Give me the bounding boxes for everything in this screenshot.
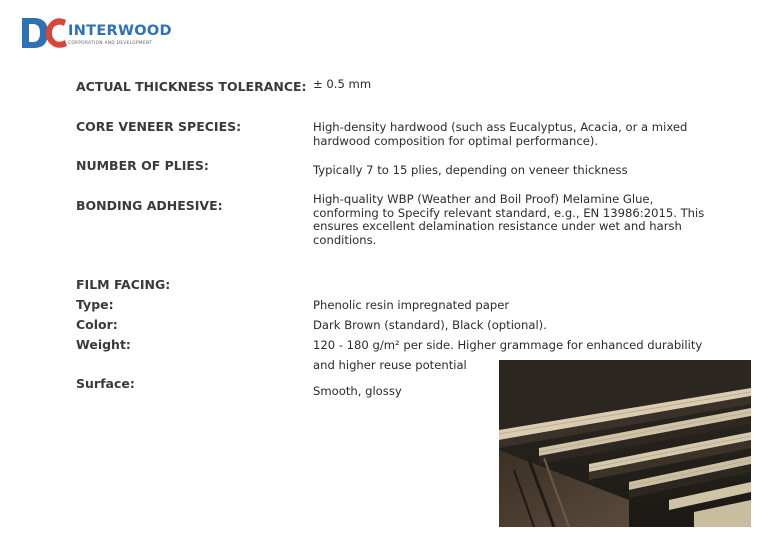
brand-block: [68, 23, 172, 45]
spec-label-thickness-tolerance: ACTUAL THICKNESS TOLERANCE:: [76, 79, 307, 94]
film-label-type: Type:: [76, 297, 114, 312]
spec-value-thickness-tolerance: ± 0.5 mm: [313, 77, 372, 91]
film-value-surface: Smooth, glossy: [313, 384, 402, 398]
film-value-color: Dark Brown (standard), Black (optional).: [313, 318, 547, 332]
spec-value-number-of-plies: Typically 7 to 15 plies, depending on veneer thickness: [313, 163, 628, 177]
film-label-surface: Surface:: [76, 376, 135, 391]
spec-value-bonding-adhesive: High-quality WBP (Weather and Boil Proof) Melamine Glue, conforming to Specify relevant standard, e.g., EN 13986:2015. This ensures excellent delamination resistance under wet and harsh conditions.: [313, 192, 705, 247]
spec-value-core-veneer: High-density hardwood (such ass Eucalyptus, Acacia, or a mixed hardwood composition for optimal performance).: [313, 120, 688, 148]
stacked-plywood-image: [499, 360, 751, 527]
spec-label-bonding-adhesive: BONDING ADHESIVE:: [76, 198, 223, 213]
film-value-type: Phenolic resin impregnated paper: [313, 298, 510, 312]
film-label-color: Color:: [76, 317, 118, 332]
film-facing-heading: FILM FACING:: [76, 277, 171, 292]
spec-label-core-veneer: CORE VENEER SPECIES:: [76, 119, 242, 134]
film-value-weight: 120 - 180 g/m² per side. Higher grammage for enhanced durability: [313, 338, 703, 352]
brand-subtitle: CORPORATION AND DEVELOPMENT: [68, 40, 153, 45]
film-value-weight-line2: and higher reuse potential: [313, 358, 467, 372]
brand-name: INTERWOOD: [68, 23, 172, 39]
spec-label-number-of-plies: NUMBER OF PLIES:: [76, 158, 209, 173]
film-label-weight: Weight:: [76, 337, 131, 352]
